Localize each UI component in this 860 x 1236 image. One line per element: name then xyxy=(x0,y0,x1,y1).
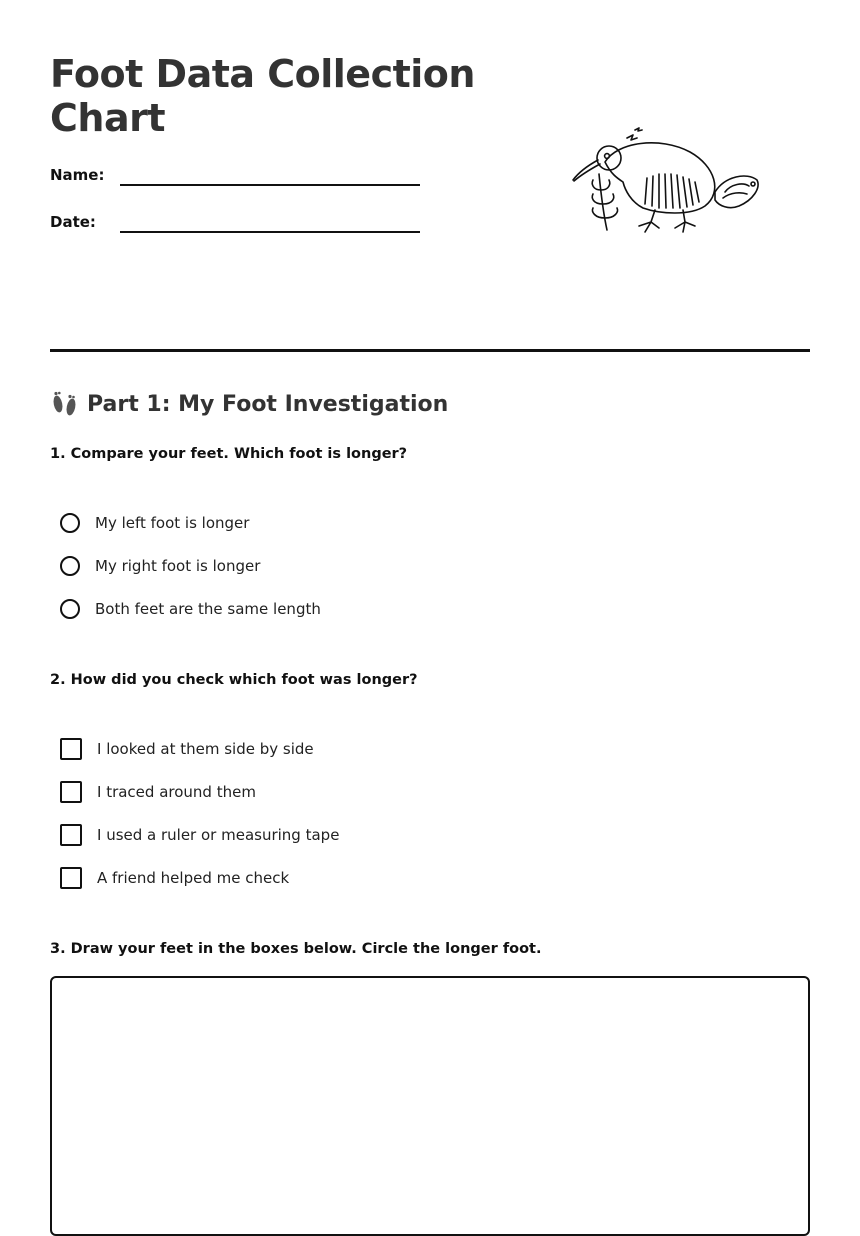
question-3: 3. Draw your feet in the boxes below. Circle the longer foot. xyxy=(50,941,542,957)
q2-option-side-by-side[interactable] xyxy=(60,736,314,762)
radio-button[interactable] xyxy=(60,556,80,576)
question-2: 2. How did you check which foot was longer? xyxy=(50,672,418,688)
checkbox[interactable] xyxy=(60,824,82,846)
q1-option-same[interactable] xyxy=(60,596,321,622)
drawing-box[interactable] xyxy=(50,976,810,1236)
checkbox[interactable] xyxy=(60,867,82,889)
name-field[interactable] xyxy=(50,166,430,196)
option-label: My right foot is longer xyxy=(95,557,261,575)
q2-option-traced[interactable] xyxy=(60,779,256,805)
date-field[interactable] xyxy=(50,213,430,243)
kiwi-bird-icon xyxy=(565,122,765,242)
date-label: Date: xyxy=(50,213,96,231)
option-label: I traced around them xyxy=(97,783,256,801)
option-label: A friend helped me check xyxy=(97,869,290,887)
checkbox[interactable] xyxy=(60,781,82,803)
section-divider xyxy=(50,349,810,352)
checkbox[interactable] xyxy=(60,738,82,760)
option-label: My left foot is longer xyxy=(95,514,250,532)
name-input-line[interactable] xyxy=(120,184,420,186)
option-label: Both feet are the same length xyxy=(95,600,321,618)
q2-option-friend[interactable] xyxy=(60,865,289,891)
name-label: Name: xyxy=(50,166,105,184)
part1-heading-text: Part 1: My Foot Investigation xyxy=(87,391,449,417)
footprints-icon xyxy=(50,390,80,418)
radio-button[interactable] xyxy=(60,599,80,619)
q1-option-left[interactable] xyxy=(60,510,249,536)
q1-option-right[interactable] xyxy=(60,553,260,579)
option-label: I looked at them side by side xyxy=(97,740,314,758)
option-label: I used a ruler or measuring tape xyxy=(97,826,340,844)
question-1: 1. Compare your feet. Which foot is longer? xyxy=(50,446,408,462)
radio-button[interactable] xyxy=(60,513,80,533)
part1-heading xyxy=(50,389,448,419)
date-input-line[interactable] xyxy=(120,231,420,233)
page-title: Foot Data Collection Chart xyxy=(50,52,475,140)
q2-option-ruler[interactable] xyxy=(60,822,339,848)
